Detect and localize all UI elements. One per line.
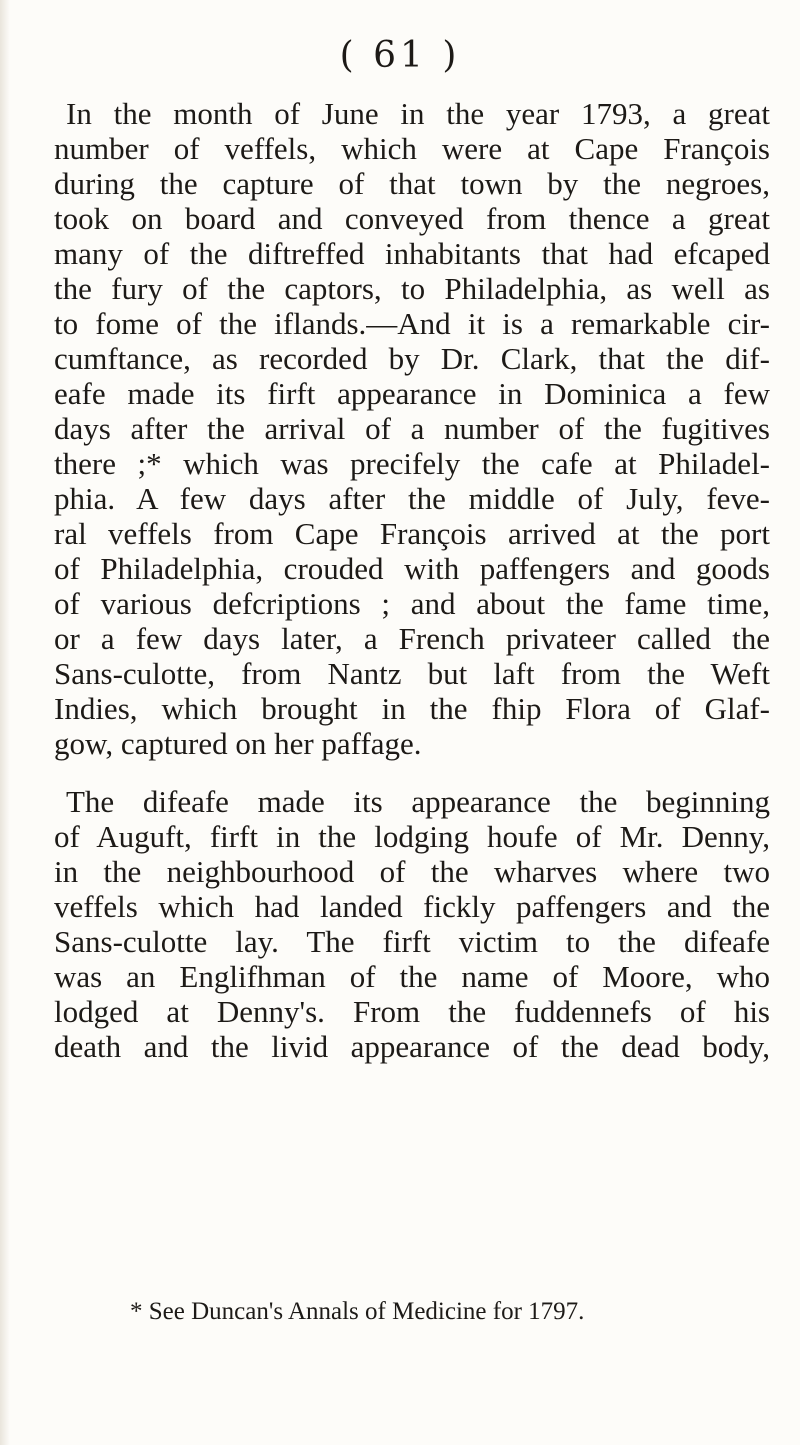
text-line: the fury of the captors, to Philadelphia, as well as: [54, 271, 770, 306]
text-line: gow, captured on her paffage.: [54, 726, 422, 761]
paragraph-1: [54, 96, 770, 761]
page-number: ( 61 ): [339, 35, 461, 76]
text-line: many of the diftreffed inhabitants that had efcaped: [54, 236, 770, 271]
text-line: eafe made its firft appearance in Dominica a few: [54, 376, 770, 411]
text-line: veffels which had landed fickly paffengers and the: [54, 889, 770, 924]
text-line: in the neighbourhood of the wharves where two: [54, 854, 770, 889]
text-line: number of veffels, which were at Cape François: [54, 131, 770, 166]
text-line: to fome of the iflands.—And it is a remarkable cir-: [54, 306, 770, 341]
text-line: during the capture of that town by the negroes,: [54, 166, 770, 201]
text-line: of Philadelphia, crouded with paffengers and goods: [54, 551, 770, 586]
paragraph-2: [54, 784, 770, 1064]
text-line: Indies, which brought in the fhip Flora of Glaf-: [54, 691, 770, 726]
text-line: of Auguft, firft in the lodging houfe of Mr. Denny,: [54, 819, 770, 854]
text-line: was an Englifhman of the name of Moore, who: [54, 959, 770, 994]
text-line: In the month of June in the year 1793, a great: [66, 96, 770, 131]
text-line: phia. A few days after the middle of July, feve-: [54, 481, 770, 516]
text-line: cumftance, as recorded by Dr. Clark, that the dif-: [54, 341, 770, 376]
text-line: took on board and conveyed from thence a great: [54, 201, 770, 236]
text-line: death and the livid appearance of the dead body,: [54, 1029, 770, 1064]
text-line: Sans-culotte, from Nantz but laft from the Weft: [54, 656, 770, 691]
text-line: there ;* which was precifely the cafe at Philadel-: [54, 446, 770, 481]
text-line: Sans-culotte lay. The firft victim to the difeafe: [54, 924, 770, 959]
text-line: of various defcriptions ; and about the fame time,: [54, 586, 770, 621]
footnote: * See Duncan's Annals of Medicine for 1797.: [130, 1298, 585, 1325]
text-line: The difeafe made its appearance the beginning: [66, 784, 770, 819]
text-line: or a few days later, a French privateer called the: [54, 621, 770, 656]
text-line: ral veffels from Cape François arrived at the port: [54, 516, 770, 551]
page-gutter-shadow: [0, 0, 10, 1445]
text-line: days after the arrival of a number of the fugitives: [54, 411, 770, 446]
text-line: lodged at Denny's. From the fuddennefs of his: [54, 994, 770, 1029]
